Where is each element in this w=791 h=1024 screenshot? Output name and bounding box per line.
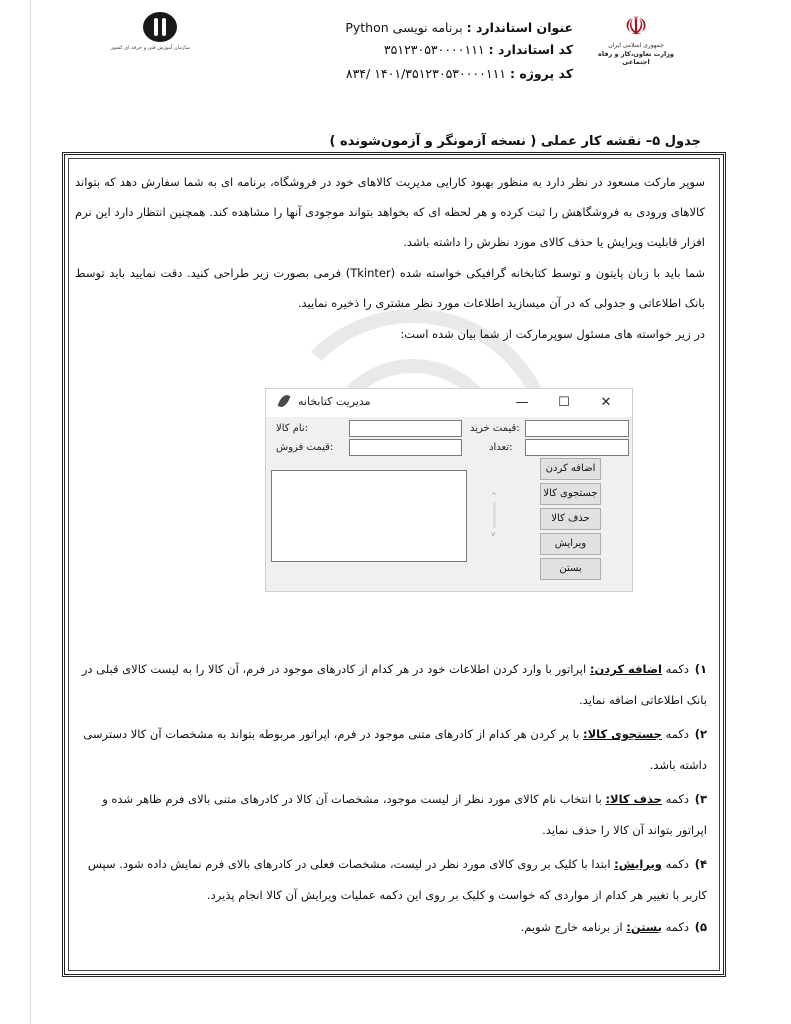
items-listbox[interactable]: [271, 470, 467, 562]
item-prefix: دکمه: [661, 792, 689, 806]
standard-code-value: ۳۵۱۲۳۰۵۳۰۰۰۰۱۱۱: [383, 42, 485, 57]
standard-code-row: [384, 42, 573, 57]
item-number: ۴): [694, 857, 707, 871]
item-keyword: بستن:: [626, 920, 662, 934]
feather-icon: [277, 393, 290, 409]
table-title: جدول ۵– نقشه کار عملی ( نسخه آزمونگر و آزمون‌شونده ): [329, 134, 701, 149]
project-code-value: ۱۴۰۱/۳۵۱۲۳۰۵۳۰۰۰۰۱۱۱ /۸۳۴: [345, 66, 506, 81]
logo-right-line2: وزارت تعاون،کار و رفاه اجتماعی: [598, 50, 674, 66]
item-text: با پر کردن هر کدام از کادرهای متنی موجود در فرم، اپراتور مربوطه بتواند به مشخصات آن کالا دسترسی داشته باشد.: [83, 727, 707, 772]
search-item-button[interactable]: جستجوی کالا: [540, 483, 601, 505]
sell-price-input[interactable]: [349, 439, 462, 456]
page-edge: [30, 0, 31, 1024]
ministry-logo: [588, 12, 684, 66]
count-input[interactable]: [525, 439, 629, 456]
item-keyword: اضافه کردن:: [589, 662, 662, 676]
list-item: [69, 849, 707, 911]
intro-paragraph: سوپر مارکت مسعود در نظر دارد به منظور بهبود کارایی مدیریت کالاهای خود در فروشگاه، برنامه ای به شما سفارش دهد که بتواند کالاهای ورودی به فروشگاهش را ثبت کرده و هر لحظه ای که بخواهد بتواند موجودی آنها را مشاهده کند. همچنین انتظار دارد این نرم افزار قابلیت ویرایش یا حذف کالای مورد نظرش را داشته باشد.: [75, 175, 705, 249]
buy-price-label: :قیمت خرید: [470, 423, 520, 434]
buy-price-input[interactable]: [525, 420, 629, 437]
item-number: ۵): [694, 920, 707, 934]
maximize-button[interactable]: ☐: [558, 395, 570, 410]
window-title: مدیریت کتابخانه: [298, 395, 371, 408]
item-keyword: حذف کالا:: [605, 792, 662, 806]
item-keyword: جستجوی کالا:: [583, 727, 662, 741]
requirement-paragraph: شما باید با زبان پایتون و توسط کتابخانه گرافیکی خواسته شده (Tkinter) فرمی بصورت زیر طراحی کنید. دقت نمایید باید توسط بانک اطلاعاتی و جدولی که در آن میسازید اطلاعات مورد نظر مشتری را ذخیره نمایید.: [75, 266, 705, 310]
item-text: با انتخاب نام کالای مورد نظر از لیست موجود، مشخصات آن کالا در کادرهای متنی بالای فرم ظاهر شده و اپراتور بتواند آن کالا را حذف نماید.: [102, 792, 707, 837]
item-prefix: دکمه: [661, 920, 689, 934]
item-number: ۳): [694, 792, 707, 806]
delete-item-button[interactable]: حذف کالا: [540, 508, 601, 530]
name-input[interactable]: [349, 420, 462, 437]
logo-right-line1: جمهوری اسلامی ایران: [608, 42, 664, 49]
list-item: [69, 784, 707, 846]
iran-emblem-icon: ☫: [624, 12, 648, 42]
item-prefix: دکمه: [661, 662, 689, 676]
standard-title-row: [345, 20, 573, 35]
standard-title-value: برنامه نویسی Python: [345, 20, 463, 35]
name-label: :نام کالا: [276, 423, 309, 434]
close-button[interactable]: ✕: [600, 395, 612, 410]
item-text: اپراتور با وارد کردن اطلاعات خود در هر کدام از کادرهای موجود در فرم، آن کالا را به لیست کالای قبلی در بانک اطلاعاتی اضافه نماید.: [81, 662, 707, 707]
listbox-scrollbar[interactable]: [490, 492, 500, 538]
item-number: ۲): [694, 727, 707, 741]
edit-item-button[interactable]: ویرایش: [540, 533, 601, 555]
item-text: از برنامه خارج شویم.: [520, 920, 627, 934]
item-keyword: ویرایش:: [614, 857, 662, 871]
item-number: ۱): [694, 662, 707, 676]
scroll-down-icon[interactable]: v: [491, 530, 496, 538]
count-label: :تعداد: [489, 442, 513, 453]
project-code-row: [346, 66, 573, 81]
sell-price-label: :قیمت فروش: [276, 442, 334, 453]
scroll-up-icon[interactable]: ^: [491, 492, 497, 500]
organization-logo: [110, 12, 190, 51]
item-prefix: دکمه: [661, 857, 689, 871]
list-item: [69, 654, 707, 716]
list-item: [69, 719, 707, 781]
window-titlebar: [266, 389, 632, 417]
tvto-logo-icon: [143, 12, 177, 42]
item-prefix: دکمه: [661, 727, 689, 741]
exit-button[interactable]: بستن: [540, 558, 601, 580]
list-item: [69, 912, 707, 943]
logo-left-caption: سازمان آموزش فنی و حرفه ای کشور: [110, 45, 190, 51]
project-code-label: کد پروژه :: [509, 66, 573, 81]
item-text: ابتدا با کلیک بر روی کالای مورد نظر در لیست، مشخصات فعلی در کادرهای بالای فرم نمایش داده شود. سپس کاربر با تغییر هر کدام از مواردی که خواست و کلیک بر روی این دکمه عملیات ویرایش آن کالا انجام پذیرد.: [87, 857, 707, 902]
scroll-track[interactable]: [493, 502, 496, 528]
list-intro-paragraph: در زیر خواسته های مسئول سوپرمارکت از شما بیان شده است:: [400, 327, 705, 341]
standard-code-label: کد استاندارد :: [488, 42, 573, 57]
add-item-button[interactable]: اضافه کردن: [540, 458, 601, 480]
minimize-button[interactable]: —: [515, 395, 529, 410]
tkinter-window: [265, 388, 633, 592]
standard-title-label: عنوان استاندارد :: [466, 20, 573, 35]
